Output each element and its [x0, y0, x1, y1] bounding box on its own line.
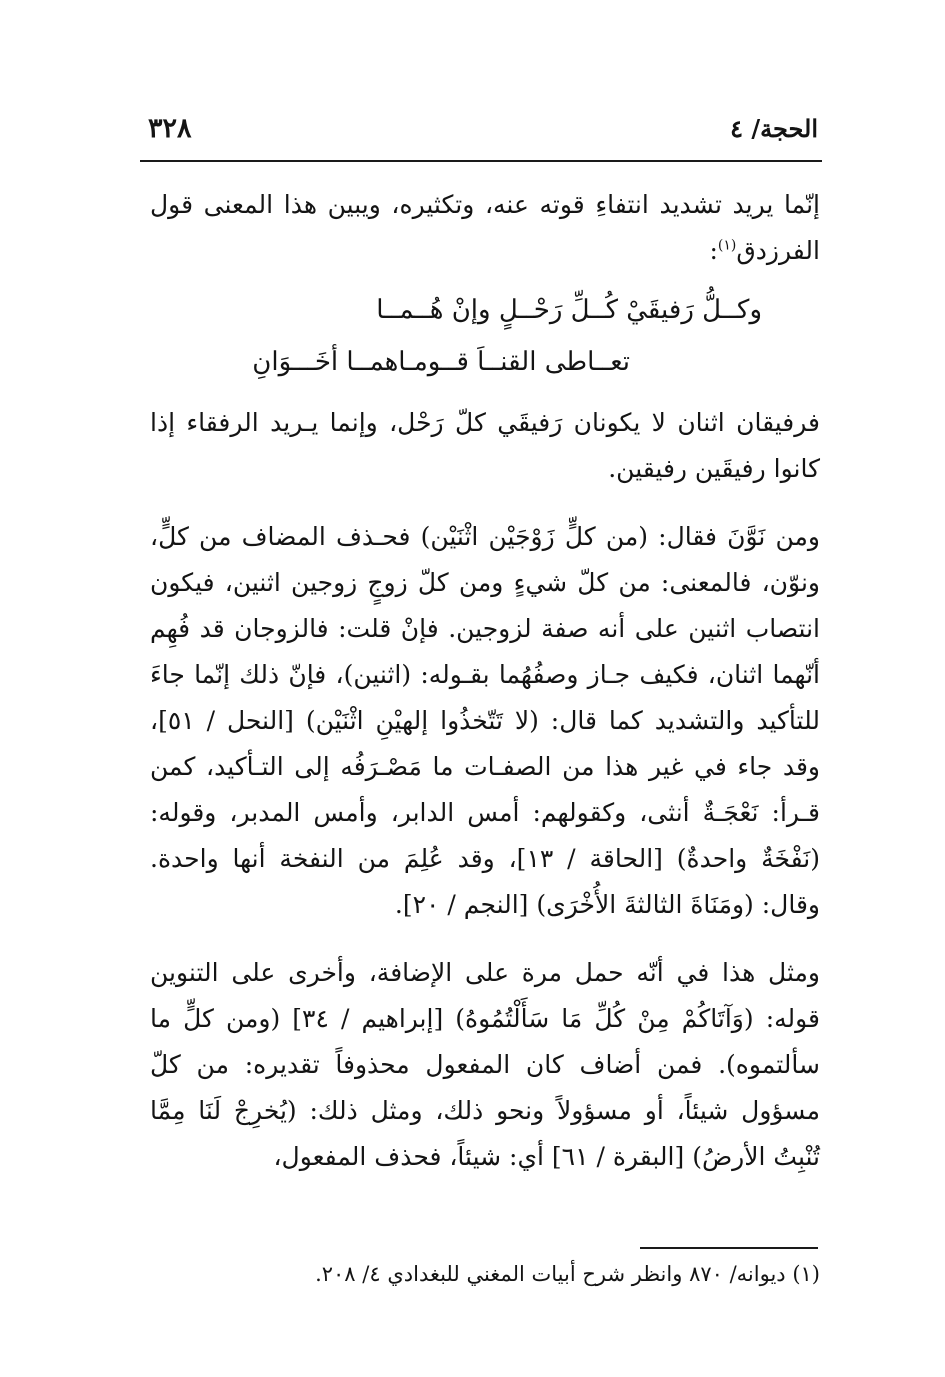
page-number: ٣٢٨ — [148, 112, 192, 144]
paragraph-3: ومن نَوَّنَ فقال: (من كلٍّ زَوْجَيْن اثْنَيْن) فحـذف المضاف من كلٍّ، ونوّن، فالمعنى: من كلّ شيءٍ ومن كلّ زوجٍ زوجين اثنين، فيكون انتصاب اثنين على أنه صفة لزوجين. فإنْ قلت: فالزوجان قد فُهِم أنّهما اثنان، فكيف جـاز وصفُهُما بقـوله: (اثنين)، فإنّ ذلك إنّما جاءَ للتأكيد والتشديد كما قال: (لا تَتّخذُوا إلهيْنِ اثْنَيْن) [النحل / ٥١]، وقد جاء في غير هذا من الصفـات ما مَصْـرَفُه إلى التـأكيد، كمن قـرأ: نَعْجَـةٌ أنثى، وكقولهم: أمس الدابر، وأمس المدبر، وقوله: (نَفْخَةٌ واحدةٌ) [الحاقة / ١٣]، وقد عُلِمَ من النفخة أنها واحدة. وقال: (ومَنَاةَ الثالثةَ الأُخْرَى) [النجم / ٢٠]. — [150, 522, 820, 919]
paragraph-1 — [150, 182, 820, 274]
verse-line-2: تعــاطى القنــاَ قــومـاهمــا أخَـــوَانِ — [252, 347, 630, 377]
paragraph-4: ومثل هذا في أنّه حمل مرة على الإضافة، وأخرى على التنوين قوله: (وَآتَاكُمْ مِنْ كُلِّ مَا سَأَلْتُمُوهُ) [إبراهيم / ٣٤] (ومن كلٍّ ما سألتموه). فمن أضاف كان المفعول محذوفاً تقديره: من كلّ مسؤول شيئاً، أو مسؤولاً ونحو ذلك، ومثل ذلك: (يُخرِجْ لَنَا مِمَّا تُنْبِتُ الأرضُ) [البقرة / ٦١] أي: شيئاً، فحذف المفعول، — [150, 958, 821, 1171]
paragraph-2: فرفيقان اثنان لا يكونان رَفيقَي كلّ رَحْل، وإنما يـريد الرفقاء إذا كانوا رفيقَين رفيقين. — [150, 408, 820, 483]
verse-line-1: وكــلُّ رَفيقَيْ كُــلِّ رَحْــلٍ وإنْ هُــمــا — [376, 295, 762, 325]
paragraph-1-text: إنّما يريد تشديد انتفاءِ قوته عنه، وتكثيره، ويبين هذا المعنى قول الفرزدق — [150, 190, 820, 265]
header-rule — [140, 160, 822, 162]
footnote-marker: (١) — [717, 237, 737, 254]
poetry-verse — [150, 284, 820, 388]
paragraph-1-colon: : — [709, 236, 718, 265]
footnote-rule — [640, 1247, 818, 1249]
main-text — [150, 182, 820, 1180]
footnote: (١) ديوانه/ ٨٧٠ وانظر شرح أبيات المغني للبغدادي ٤/ ٢٠٨. — [315, 1262, 820, 1286]
page-header — [148, 108, 818, 148]
running-title: الحجة/ ٤ — [730, 113, 818, 143]
